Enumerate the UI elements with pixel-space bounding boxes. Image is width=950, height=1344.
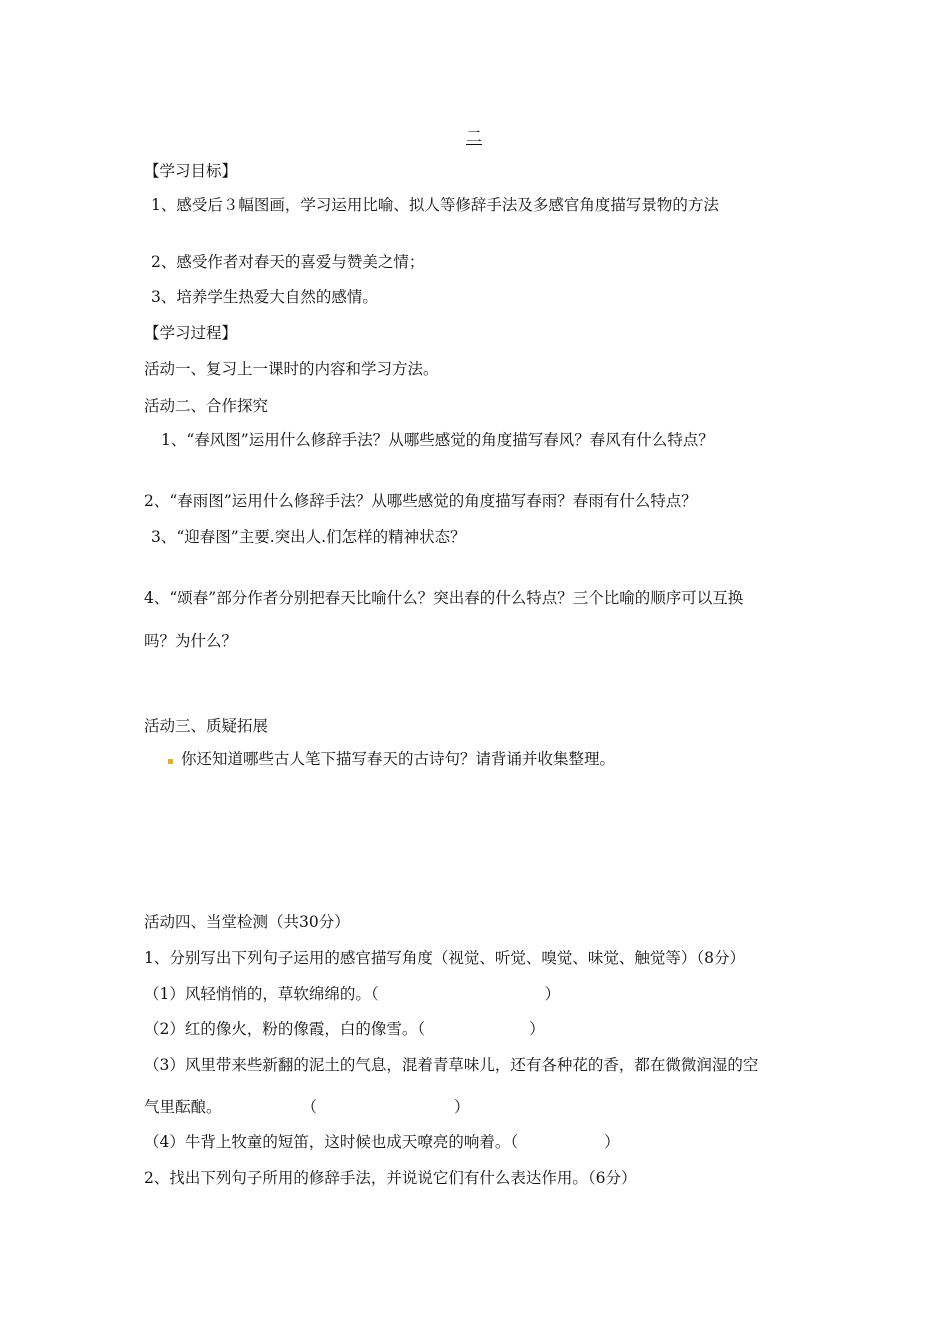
question-item: 1、“春风图”运用什么修辞手法？从哪些感觉的角度描写春风？春风有什么特点？ [161, 431, 714, 449]
objectives-heading: 【学习目标】 [144, 162, 238, 180]
paren-open: （ [301, 1098, 318, 1116]
activity-two: 活动二、合作探究 [144, 397, 269, 415]
objective-item: 2、感受作者对春天的喜爱与赞美之情； [151, 253, 425, 271]
activity-three: 活动三、质疑拓展 [144, 717, 269, 735]
activity-four: 活动四、当堂检测（共30分） [144, 913, 350, 931]
page-title: 二 [466, 127, 483, 146]
bullet-icon [168, 759, 173, 764]
question-item: 4、“颂春”部分作者分别把春天比喻什么？突出春的什么特点？三个比喻的顺序可以互换 [144, 589, 744, 607]
paren-close: ） [529, 1020, 545, 1038]
test-sentence-2 [144, 1019, 545, 1039]
test-question-1: 1、分别写出下列句子运用的感官描写角度（视觉、听觉、嗅觉、味觉、触觉等）（8分） [144, 949, 745, 967]
process-heading: 【学习过程】 [144, 324, 238, 342]
test-sentence-4 [144, 1132, 620, 1152]
activity-one: 活动一、复习上一课时的内容和学习方法。 [144, 360, 439, 378]
objective-item: 1、感受后３幅图画，学习运用比喻、拟人等修辞手法及多感官角度描写景物的方法 [151, 196, 719, 214]
objective-item: 3、培养学生热爱大自然的感情。 [151, 288, 378, 306]
paren-close: ） [544, 985, 561, 1003]
question-item: 3、“迎春图”主要.突出人.们怎样的精神状态？ [151, 528, 466, 546]
test-sentence-3: （3）风里带来些新翻的泥土的气息，混着青草味儿，还有各种花的香，都在微微润湿的空 [144, 1056, 759, 1074]
sentence-text: （1）风轻悄悄的，草软绵绵的。（ [144, 985, 379, 1003]
sentence-text: 气里酝酿。 [144, 1098, 222, 1116]
sentence-text: （4）牛背上牧童的短笛，这时候也成天嘹亮的响着。（ [144, 1133, 519, 1151]
test-sentence-1 [144, 984, 560, 1004]
paren-close: ） [604, 1133, 620, 1151]
question-item: 2、“春雨图”运用什么修辞手法？从哪些感觉的角度描写春雨？春雨有什么特点？ [144, 492, 697, 510]
test-sentence-3-continued [144, 1097, 470, 1117]
question-item-continued: 吗？为什么？ [144, 632, 238, 650]
activity-three-item: 你还知道哪些古人笔下描写春天的古诗句？请背诵并收集整理。 [181, 750, 616, 768]
test-question-2: 2、找出下列句子所用的修辞手法，并说说它们有什么表达作用。（6分） [144, 1169, 637, 1187]
paren-close: ） [454, 1098, 470, 1116]
sentence-text: （2）红的像火，粉的像霞，白的像雪。（ [144, 1020, 426, 1038]
